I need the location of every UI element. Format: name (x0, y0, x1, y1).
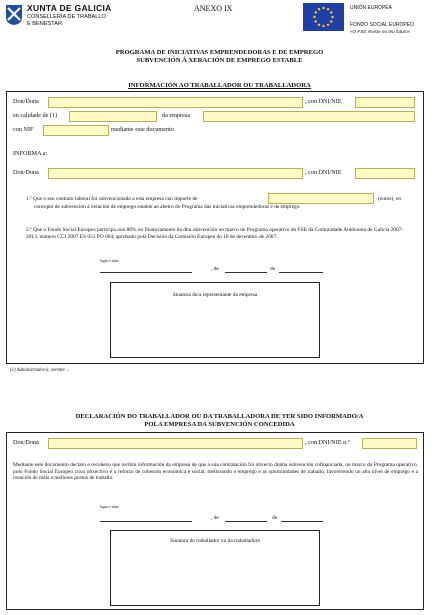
section2-heading-line1: DECLARACIÓN DO TRABALLADOR OU DA TRABALLADORA DE TER SIDO INFORMADO/A (75, 413, 364, 420)
empresa-field[interactable] (203, 111, 415, 122)
xunta-logo (5, 4, 23, 26)
page-title (0, 49, 439, 64)
importe-field[interactable] (268, 193, 374, 204)
company-signature-caption: Sinatura do/a representante da empresa (172, 292, 258, 298)
worker-place-line[interactable] (100, 521, 192, 522)
dni2-label: , con DNI/NIE (305, 169, 342, 176)
year-line[interactable] (279, 272, 323, 273)
page-title-line2: SUBVENCIÓN Á XERACIÓN DE EMPREGO ESTABLE (136, 56, 303, 64)
dni-field[interactable] (355, 97, 415, 108)
worker-name-field[interactable] (48, 438, 303, 449)
section1-heading: INFORMACIÓN AO TRABALLADOR OU TRABALLADORA (128, 82, 311, 89)
section2-heading-line2: POLA EMPRESA DA SUBVENCIÓN CONCEDIDA (144, 421, 295, 428)
org-dept-line2: E BENESTAR (27, 21, 63, 27)
page-title-line1: PROGRAMA DE INICIATIVAS EMPRENDEDORAS E DE EMPREGO (115, 49, 324, 56)
don2-label: Don/Dona (13, 169, 39, 176)
annex-label: ANEXO IX (194, 4, 233, 13)
place-line[interactable] (100, 272, 192, 273)
calidade-field[interactable] (69, 111, 157, 122)
worker-signature-caption: Sinatura do traballador ou da traballadora (170, 538, 260, 544)
item1-text-a: 1.º Que o seu contrato laboral foi subvencionado a esta empresa cun importe de (26, 196, 198, 202)
mediante-label: mediante este documento (111, 126, 174, 133)
nif-label: con NIF (13, 126, 34, 133)
section2-heading (0, 413, 439, 429)
don-name-field[interactable] (48, 97, 303, 108)
dni-label: , con DNI/NIE (305, 98, 342, 105)
informa-label: INFORMA a: (13, 150, 48, 157)
don2-name-field[interactable] (48, 168, 303, 179)
footnote: (1) Administrador/a, xerente ... (10, 368, 70, 373)
dni2-field[interactable] (355, 168, 415, 179)
org-dept-line1: CONSELLERÍA DE TRABALLO (27, 14, 106, 20)
item1-text-b: (euros), en (378, 196, 402, 202)
worker-dni-label: , con DNI/NIE n.º (305, 439, 350, 446)
worker-don-label: Don/Dona (13, 439, 39, 446)
day-month-line[interactable] (225, 272, 267, 273)
eu-flag (303, 3, 344, 31)
date-de2: de (270, 266, 276, 272)
worker-date-de2: de (272, 515, 278, 521)
declaration-text: Mediante este documento declaro e recoñezo que recibín información da empresa de que a súa contratación foi obxecto dunha subvención cofinanciada, no marco do Programa operativo, polo Fondo Social Europeo cuxo obxectivo é o reforzo de cohesión económica e social, mellorando o emprego e as oportunidades de traballo, favorecendo un alto nivel de emprego e a creación de máis e mellores postos de traballo. (13, 462, 418, 482)
fund-label: FONDO SOCIAL EUROPEO (350, 22, 414, 28)
worker-place-date-label: lugar e data (100, 505, 119, 509)
calidade-label: en calidade de (1) (13, 112, 58, 119)
empresa-label: da empresa (162, 112, 191, 119)
fund-slogan: «O FSE inviste no teu futuro» (350, 29, 411, 34)
date-de1: , de (211, 266, 219, 272)
worker-year-line[interactable] (281, 521, 323, 522)
org-name: XUNTA DE GALICIA (27, 3, 112, 13)
don-label: Don/Dona (13, 98, 39, 105)
place-date-label: lugar e data (100, 259, 119, 263)
eu-label: UNIÓN EUROPEA (350, 5, 392, 11)
item2-text: 2.º Que o Fondo Social Europeo participa nun 80% no financiamento da dita subvención no marco do Programa operativo do FSE da Comunidade Autónoma de Galicia 2007-2013, número CCI 2007 ES 051 PO 004, aprobado pola Decisión da Comisión Europea do 18 de decembro de 2007. (26, 227, 404, 240)
item1-text-c: concepto de subvención á xeración de emprego estable ao abeiro do Programa das iniciativas emprendedoras e de emprego. (34, 204, 301, 210)
nif-field[interactable] (43, 125, 109, 136)
worker-day-month-line[interactable] (225, 521, 267, 522)
worker-dni-field[interactable] (362, 438, 417, 449)
worker-date-de1: , de (211, 515, 219, 521)
